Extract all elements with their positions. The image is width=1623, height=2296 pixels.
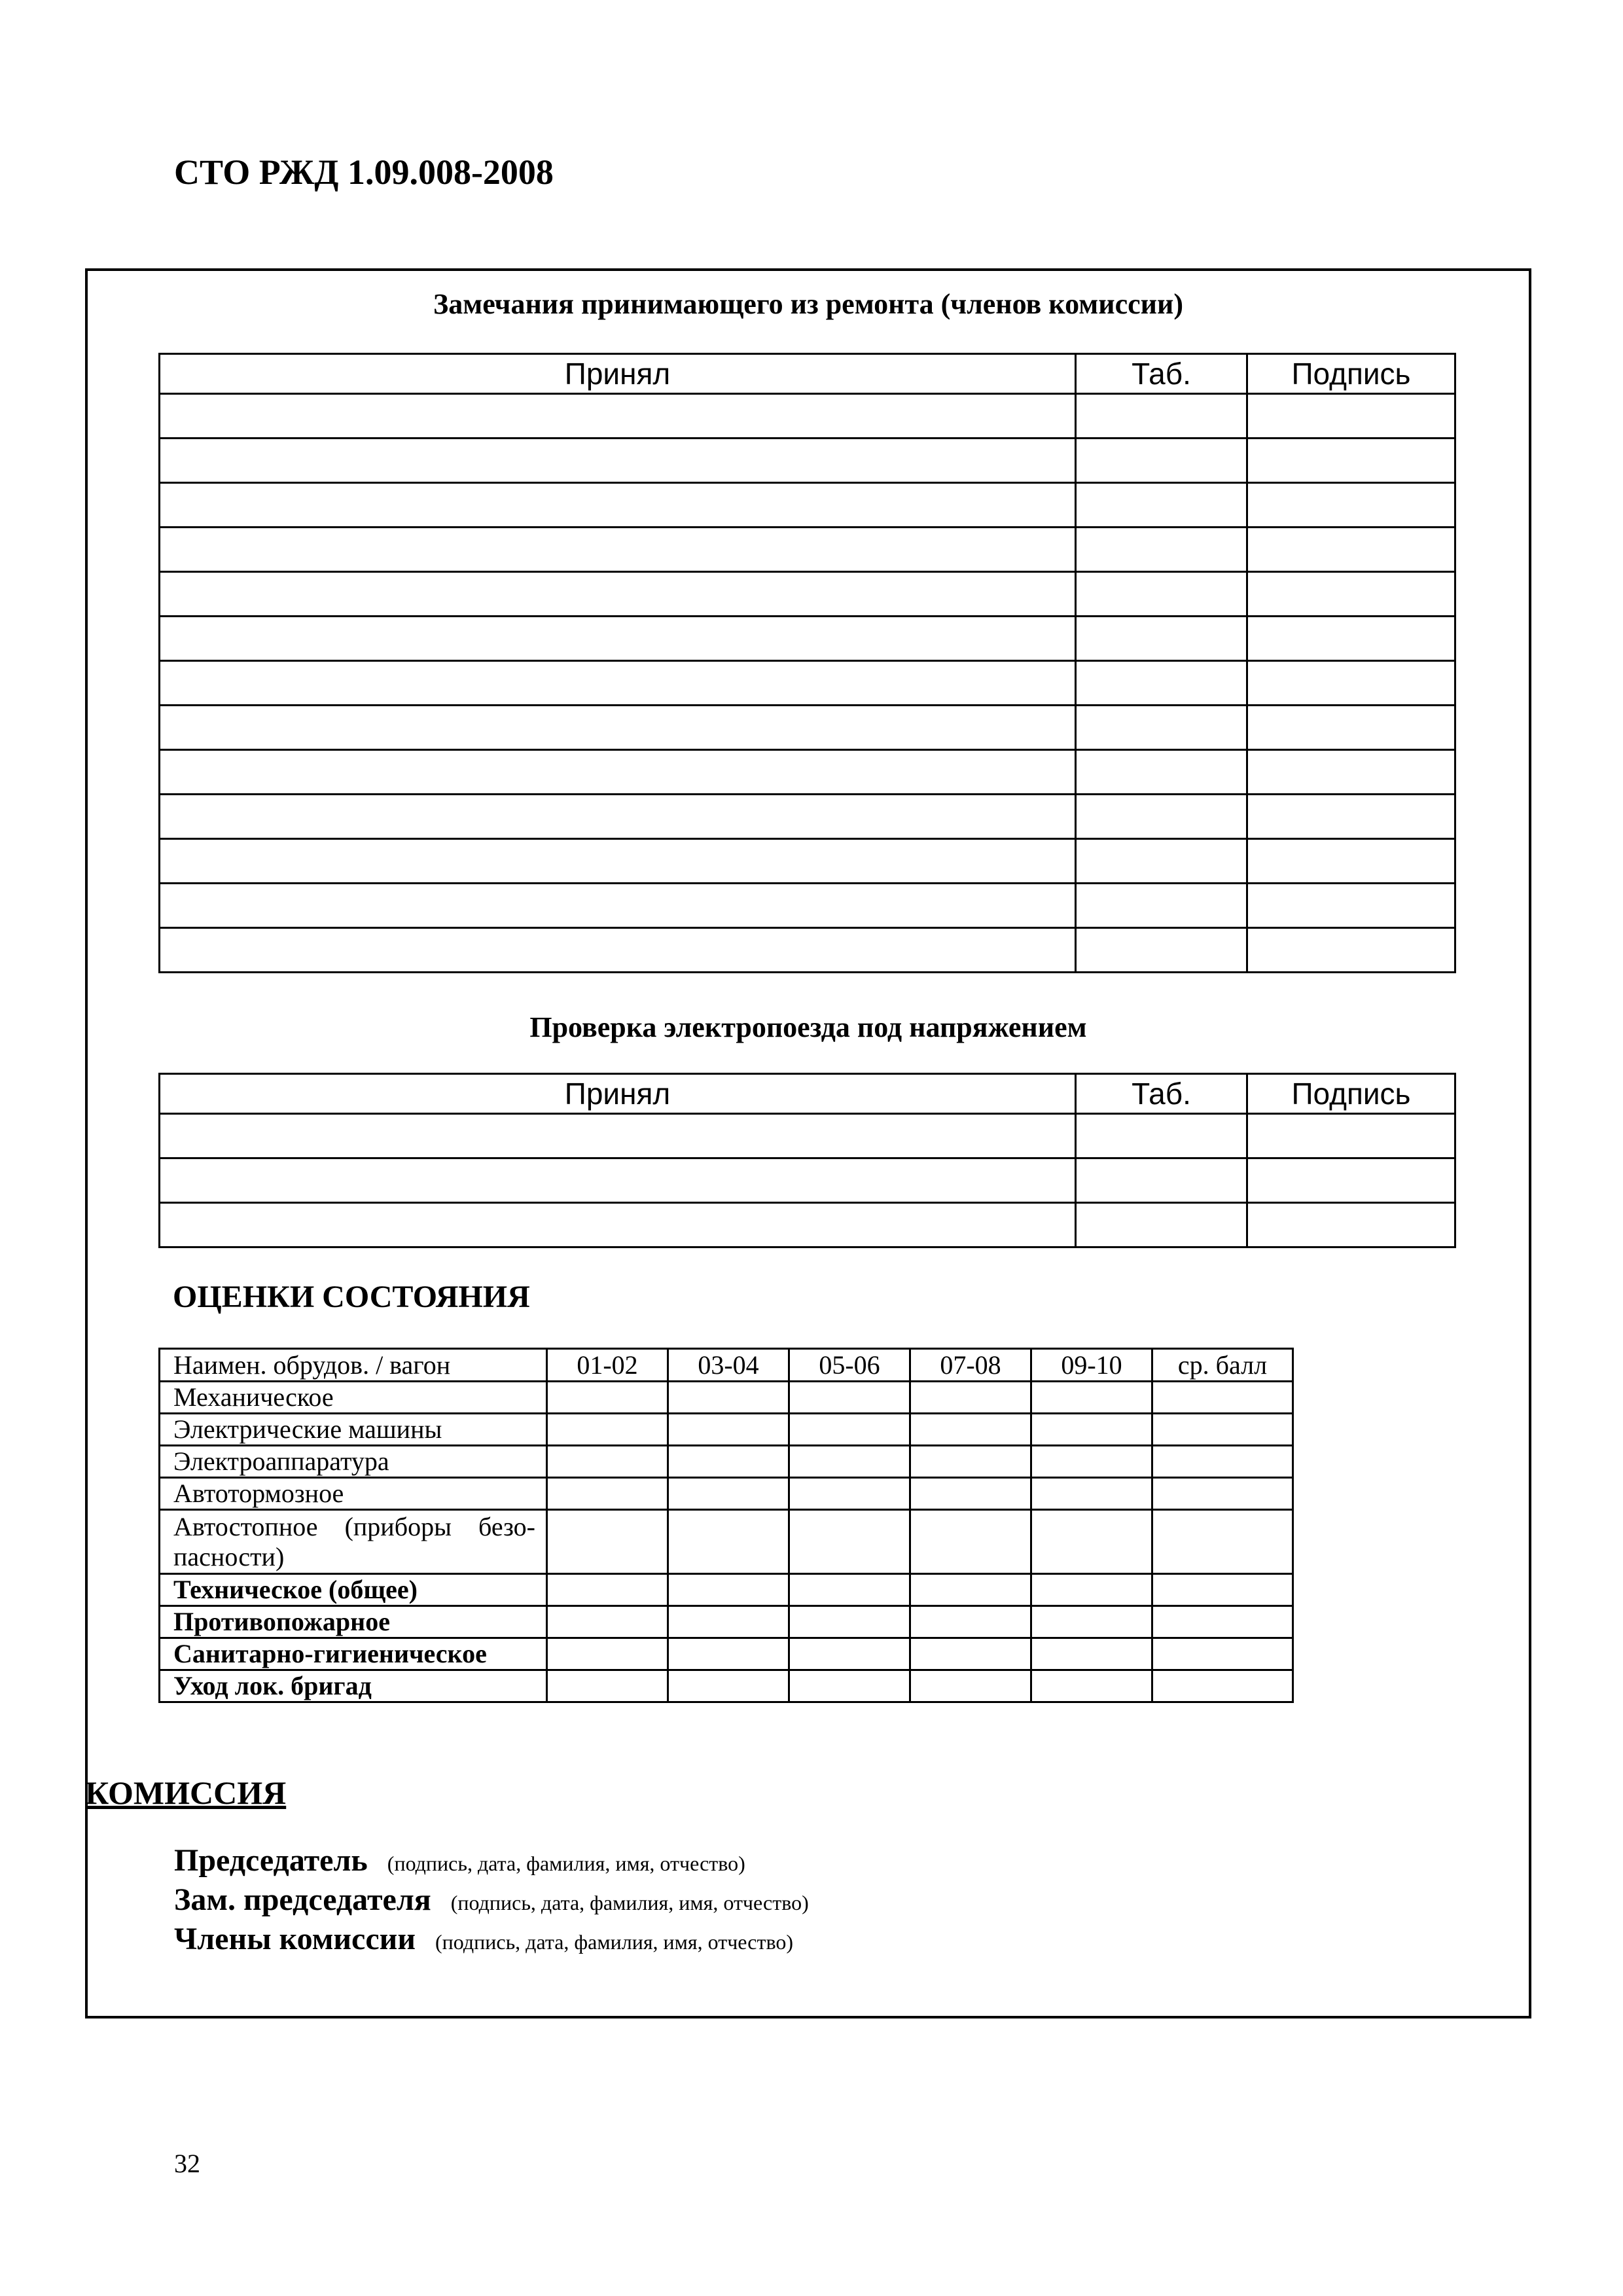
rating-cell[interactable] bbox=[1031, 1606, 1152, 1638]
rating-cell[interactable] bbox=[1031, 1382, 1152, 1414]
accepted-cell[interactable] bbox=[160, 1203, 1076, 1247]
rating-cell[interactable] bbox=[547, 1446, 668, 1478]
deputy-chairman-label: Зам. председателя bbox=[174, 1882, 431, 1917]
tab-number-cell[interactable] bbox=[1076, 706, 1247, 750]
table-row bbox=[160, 839, 1455, 884]
rating-cell[interactable] bbox=[789, 1510, 910, 1574]
tab-number-cell[interactable] bbox=[1076, 661, 1247, 706]
rating-cell[interactable] bbox=[1152, 1382, 1293, 1414]
rating-cell[interactable] bbox=[910, 1510, 1031, 1574]
equipment-name-cell: Противопожарное bbox=[160, 1606, 547, 1638]
table-row bbox=[160, 528, 1455, 572]
column-header-wagon-03-04: 03-04 bbox=[668, 1349, 789, 1382]
chairman-label: Председатель bbox=[174, 1843, 368, 1878]
column-header-signature: Подпись bbox=[1247, 1074, 1455, 1114]
table-row bbox=[160, 1574, 1293, 1606]
accepted-cell[interactable] bbox=[160, 928, 1076, 973]
table-row bbox=[160, 1158, 1455, 1203]
signature-cell[interactable] bbox=[1247, 528, 1455, 572]
tab-number-cell[interactable] bbox=[1076, 528, 1247, 572]
rating-cell[interactable] bbox=[1152, 1574, 1293, 1606]
form-frame bbox=[85, 268, 1531, 2018]
signature-cell[interactable] bbox=[1247, 884, 1455, 928]
tab-number-cell[interactable] bbox=[1076, 483, 1247, 528]
tab-number-cell[interactable] bbox=[1076, 884, 1247, 928]
table-row bbox=[160, 1670, 1293, 1702]
table-row bbox=[160, 1414, 1293, 1446]
accepted-cell[interactable] bbox=[160, 439, 1076, 483]
accepted-cell[interactable] bbox=[160, 839, 1076, 884]
rating-cell[interactable] bbox=[668, 1446, 789, 1478]
signature-cell[interactable] bbox=[1247, 439, 1455, 483]
remarks-section-title: Замечания принимающего из ремонта (членов комиссии) bbox=[433, 288, 1183, 320]
rating-cell[interactable] bbox=[1152, 1446, 1293, 1478]
signature-cell[interactable] bbox=[1247, 750, 1455, 795]
tab-number-cell[interactable] bbox=[1076, 572, 1247, 617]
table-row bbox=[160, 1478, 1293, 1510]
commission-members-signature-note: (подпись, дата, фамилия, имя, отчество) bbox=[435, 1930, 794, 1954]
table-row bbox=[160, 617, 1455, 661]
rating-cell[interactable] bbox=[1031, 1574, 1152, 1606]
accepted-cell[interactable] bbox=[160, 795, 1076, 839]
rating-cell[interactable] bbox=[1152, 1478, 1293, 1510]
rating-cell[interactable] bbox=[910, 1414, 1031, 1446]
rating-cell[interactable] bbox=[789, 1446, 910, 1478]
rating-cell[interactable] bbox=[668, 1382, 789, 1414]
column-header-wagon-05-06: 05-06 bbox=[789, 1349, 910, 1382]
signature-cell[interactable] bbox=[1247, 1114, 1455, 1158]
commission-members-line bbox=[174, 1921, 793, 1957]
table-row bbox=[160, 1203, 1455, 1247]
rating-cell[interactable] bbox=[910, 1382, 1031, 1414]
page-number: 32 bbox=[174, 2149, 200, 2178]
rating-cell[interactable] bbox=[547, 1606, 668, 1638]
rating-cell[interactable] bbox=[1031, 1446, 1152, 1478]
table-row bbox=[160, 572, 1455, 617]
signature-cell[interactable] bbox=[1247, 1158, 1455, 1203]
rating-cell[interactable] bbox=[668, 1510, 789, 1574]
rating-cell[interactable] bbox=[910, 1606, 1031, 1638]
rating-cell[interactable] bbox=[668, 1670, 789, 1702]
rating-cell[interactable] bbox=[1152, 1510, 1293, 1574]
rating-cell[interactable] bbox=[910, 1638, 1031, 1670]
condition-ratings-table bbox=[158, 1348, 1294, 1703]
accepted-cell[interactable] bbox=[160, 572, 1076, 617]
table-row bbox=[160, 928, 1455, 973]
rating-cell[interactable] bbox=[668, 1574, 789, 1606]
commission-heading: КОМИССИЯ bbox=[85, 1774, 287, 1811]
accepted-cell[interactable] bbox=[160, 884, 1076, 928]
tab-number-cell[interactable] bbox=[1076, 439, 1247, 483]
signature-cell[interactable] bbox=[1247, 572, 1455, 617]
accepted-cell[interactable] bbox=[160, 750, 1076, 795]
signature-cell[interactable] bbox=[1247, 1203, 1455, 1247]
accepted-cell[interactable] bbox=[160, 617, 1076, 661]
rating-cell[interactable] bbox=[668, 1638, 789, 1670]
rating-cell[interactable] bbox=[789, 1478, 910, 1510]
table-row bbox=[160, 750, 1455, 795]
rating-cell[interactable] bbox=[547, 1670, 668, 1702]
equipment-name-cell: Техническое (общее) bbox=[160, 1574, 547, 1606]
column-header-accepted: Принял bbox=[160, 354, 1076, 394]
rating-cell[interactable] bbox=[1031, 1510, 1152, 1574]
deputy-chairman-line bbox=[174, 1882, 809, 1918]
equipment-name-cell: Электрические машины bbox=[160, 1414, 547, 1446]
tab-number-cell[interactable] bbox=[1076, 1158, 1247, 1203]
column-header-signature: Подпись bbox=[1247, 354, 1455, 394]
equipment-name-cell: Автостопное (приборы безо-пасности) bbox=[160, 1510, 547, 1574]
commission-members-label: Члены комиссии bbox=[174, 1922, 416, 1956]
rating-cell[interactable] bbox=[668, 1414, 789, 1446]
rating-cell[interactable] bbox=[1031, 1670, 1152, 1702]
column-header-wagon-01-02: 01-02 bbox=[547, 1349, 668, 1382]
table-row bbox=[160, 1446, 1293, 1478]
rating-cell[interactable] bbox=[547, 1382, 668, 1414]
table-row bbox=[160, 706, 1455, 750]
rating-cell[interactable] bbox=[668, 1478, 789, 1510]
tab-number-cell[interactable] bbox=[1076, 839, 1247, 884]
tab-number-cell[interactable] bbox=[1076, 795, 1247, 839]
rating-cell[interactable] bbox=[910, 1478, 1031, 1510]
table-row bbox=[160, 795, 1455, 839]
rating-cell[interactable] bbox=[668, 1606, 789, 1638]
rating-cell[interactable] bbox=[1152, 1606, 1293, 1638]
signature-cell[interactable] bbox=[1247, 617, 1455, 661]
rating-cell[interactable] bbox=[789, 1414, 910, 1446]
table-row bbox=[160, 1638, 1293, 1670]
rating-cell[interactable] bbox=[1152, 1670, 1293, 1702]
equipment-name-cell: Механическое bbox=[160, 1382, 547, 1414]
accepted-cell[interactable] bbox=[160, 1114, 1076, 1158]
table-row bbox=[160, 884, 1455, 928]
rating-cell[interactable] bbox=[1031, 1478, 1152, 1510]
column-header-equipment: Наимен. обрудов. / вагон bbox=[160, 1349, 547, 1382]
table-row bbox=[160, 1606, 1293, 1638]
signature-cell[interactable] bbox=[1247, 928, 1455, 973]
rating-cell[interactable] bbox=[789, 1606, 910, 1638]
column-header-wagon-07-08: 07-08 bbox=[910, 1349, 1031, 1382]
signature-cell[interactable] bbox=[1247, 795, 1455, 839]
signature-cell[interactable] bbox=[1247, 706, 1455, 750]
document-code: СТО РЖД 1.09.008-2008 bbox=[174, 152, 554, 192]
rating-cell[interactable] bbox=[910, 1574, 1031, 1606]
rating-cell[interactable] bbox=[910, 1670, 1031, 1702]
equipment-name-cell: Электроаппаратура bbox=[160, 1446, 547, 1478]
equipment-name-cell: Уход лок. бригад bbox=[160, 1670, 547, 1702]
signature-cell[interactable] bbox=[1247, 394, 1455, 439]
signature-cell[interactable] bbox=[1247, 839, 1455, 884]
column-header-tab-number: Таб. bbox=[1076, 1074, 1247, 1114]
rating-cell[interactable] bbox=[789, 1638, 910, 1670]
voltage-check-section-title: Проверка электропоезда под напряжением bbox=[529, 1011, 1087, 1043]
rating-cell[interactable] bbox=[547, 1638, 668, 1670]
tab-number-cell[interactable] bbox=[1076, 617, 1247, 661]
chairman-signature-note: (подпись, дата, фамилия, имя, отчество) bbox=[387, 1852, 745, 1875]
rating-cell[interactable] bbox=[547, 1510, 668, 1574]
rating-cell[interactable] bbox=[547, 1414, 668, 1446]
accepted-cell[interactable] bbox=[160, 528, 1076, 572]
tab-number-cell[interactable] bbox=[1076, 1114, 1247, 1158]
rating-cell[interactable] bbox=[789, 1382, 910, 1414]
table-row bbox=[160, 483, 1455, 528]
column-header-wagon-09-10: 09-10 bbox=[1031, 1349, 1152, 1382]
chairman-line bbox=[174, 1842, 745, 1878]
rating-cell[interactable] bbox=[1031, 1414, 1152, 1446]
accepted-cell[interactable] bbox=[160, 1158, 1076, 1203]
tab-number-cell[interactable] bbox=[1076, 928, 1247, 973]
column-header-average-score: ср. балл bbox=[1152, 1349, 1293, 1382]
rating-cell[interactable] bbox=[547, 1478, 668, 1510]
voltage-check-table bbox=[158, 1073, 1456, 1248]
accepted-cell[interactable] bbox=[160, 483, 1076, 528]
rating-cell[interactable] bbox=[789, 1574, 910, 1606]
remarks-table bbox=[158, 353, 1456, 973]
ratings-section-title: ОЦЕНКИ СОСТОЯНИЯ bbox=[173, 1280, 530, 1314]
rating-cell[interactable] bbox=[1152, 1414, 1293, 1446]
column-header-accepted: Принял bbox=[160, 1074, 1076, 1114]
rating-cell[interactable] bbox=[910, 1446, 1031, 1478]
tab-number-cell[interactable] bbox=[1076, 394, 1247, 439]
deputy-chairman-signature-note: (подпись, дата, фамилия, имя, отчество) bbox=[450, 1891, 809, 1914]
tab-number-cell[interactable] bbox=[1076, 1203, 1247, 1247]
table-row bbox=[160, 394, 1455, 439]
rating-cell[interactable] bbox=[547, 1574, 668, 1606]
rating-cell[interactable] bbox=[1152, 1638, 1293, 1670]
signature-cell[interactable] bbox=[1247, 661, 1455, 706]
equipment-name-cell: Санитарно-гигиеническое bbox=[160, 1638, 547, 1670]
table-row bbox=[160, 1382, 1293, 1414]
rating-cell[interactable] bbox=[789, 1670, 910, 1702]
table-row bbox=[160, 1510, 1293, 1574]
table-row bbox=[160, 661, 1455, 706]
accepted-cell[interactable] bbox=[160, 661, 1076, 706]
table-row bbox=[160, 1114, 1455, 1158]
signature-cell[interactable] bbox=[1247, 483, 1455, 528]
equipment-name-cell: Автотормозное bbox=[160, 1478, 547, 1510]
table-row bbox=[160, 439, 1455, 483]
accepted-cell[interactable] bbox=[160, 706, 1076, 750]
column-header-tab-number: Таб. bbox=[1076, 354, 1247, 394]
rating-cell[interactable] bbox=[1031, 1638, 1152, 1670]
accepted-cell[interactable] bbox=[160, 394, 1076, 439]
tab-number-cell[interactable] bbox=[1076, 750, 1247, 795]
